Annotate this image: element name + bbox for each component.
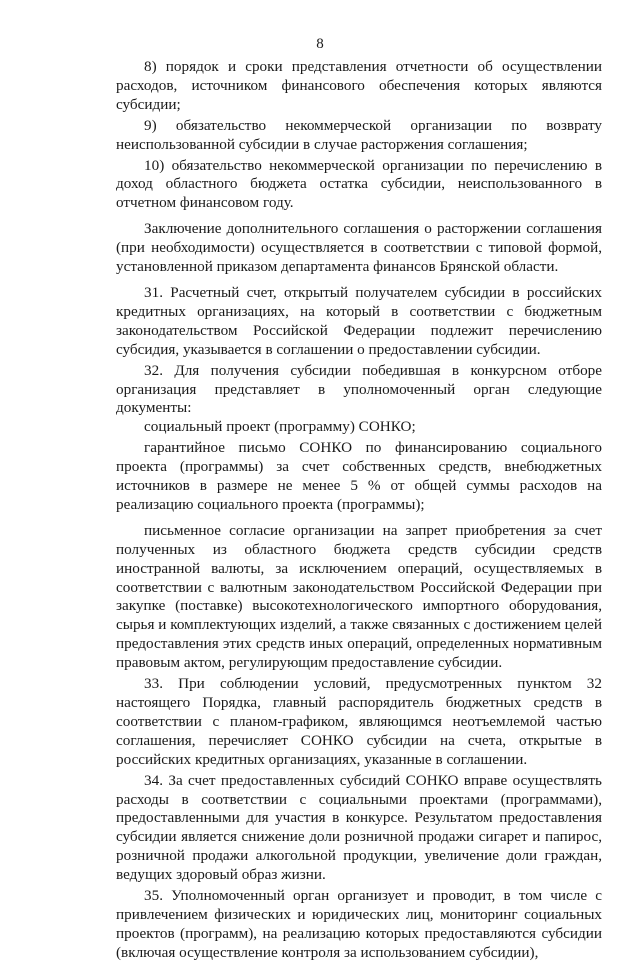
paragraph-34: 34. За счет предоставленных субсидий СОНКО вправе осуществлять расходы в соответствии с социальными проектами (программами), предоставленными для участия в конкурсе. Результатом предоставления субсидии является снижение доли розничной продажи сигарет и папирос, розничной продажи алкогольной продукции, увеличение доли граждан, ведущих здоровый образ жизни. — [116, 771, 602, 884]
paragraph-33: 33. При соблюдении условий, предусмотренных пунктом 32 настоящего Порядка, главный распорядитель бюджетных средств в соответствии с планом-графиком, являющимся неотъемлемой частью соглашения, перечисляет СОНКО субсидии на счета, открытые в российских кредитных организациях, указанные в соглашении. — [116, 675, 602, 768]
paragraph-31: 31. Расчетный счет, открытый получателем субсидии в российских кредитных организациях, на который в соответствии с бюджетным законодательством Российской Федерации подлежит перечислению субсидия, указывается в соглашении о предоставлении субсидии. — [116, 283, 602, 358]
paragraph-32: 32. Для получения субсидии победившая в конкурсном отборе организация представляет в уполномоченный орган следующие документы: — [116, 361, 602, 417]
paragraph-item-9: 9) обязательство некоммерческой организации по возврату неиспользованной субсидии в случае расторжения соглашения; — [116, 116, 602, 153]
paragraph-additional-agreement: Заключение дополнительного соглашения о расторжении соглашения (при необходимости) осуществляется в соответствии с типовой формой, установленной приказом департамента финансов Брянской области. — [116, 220, 602, 276]
paragraph-32-social-project: социальный проект (программу) СОНКО; — [144, 418, 416, 436]
paragraph-item-8: 8) порядок и сроки представления отчетности об осуществлении расходов, источником финансового обеспечения которых являются субсидии; — [116, 58, 602, 113]
paragraph-item-10: 10) обязательство некоммерческой организации по перечислению в доход областного бюджета остатка субсидии, неиспользованного в отчетном финансовом году. — [116, 156, 602, 212]
document-body — [116, 58, 602, 963]
paragraph-35: 35. Уполномоченный орган организует и проводит, в том числе с привлечением физических и юридических лиц, мониторинг социальных проектов (программ), на реализацию которых предоставляются субсидии (включая осуществление контроля за использованием субсидии), — [116, 887, 602, 961]
paragraph-32-guarantee-letter: гарантийное письмо СОНКО по финансированию социального проекта (программы) за счет собственных средств, внебюджетных источников в размере не менее 5 % от общей суммы расходов на реализацию социального проекта (программы); — [116, 439, 602, 513]
page-number: 8 — [316, 36, 324, 52]
paragraph-32-written-consent: письменное согласие организации на запрет приобретения за счет полученных из областного бюджета средств субсидии средств иностранной валюты, за исключением операций, осуществляемых в соответствии с валютным законодательством Российской Федерации при закупке (поставке) высокотехнологического импортного оборудования, сырья и комплектующих изделий, а также связанных с достижением целей предоставления этих средств иных операций, определенных нормативным правовым актом, регулирующим предоставление субсидии. — [116, 521, 602, 672]
